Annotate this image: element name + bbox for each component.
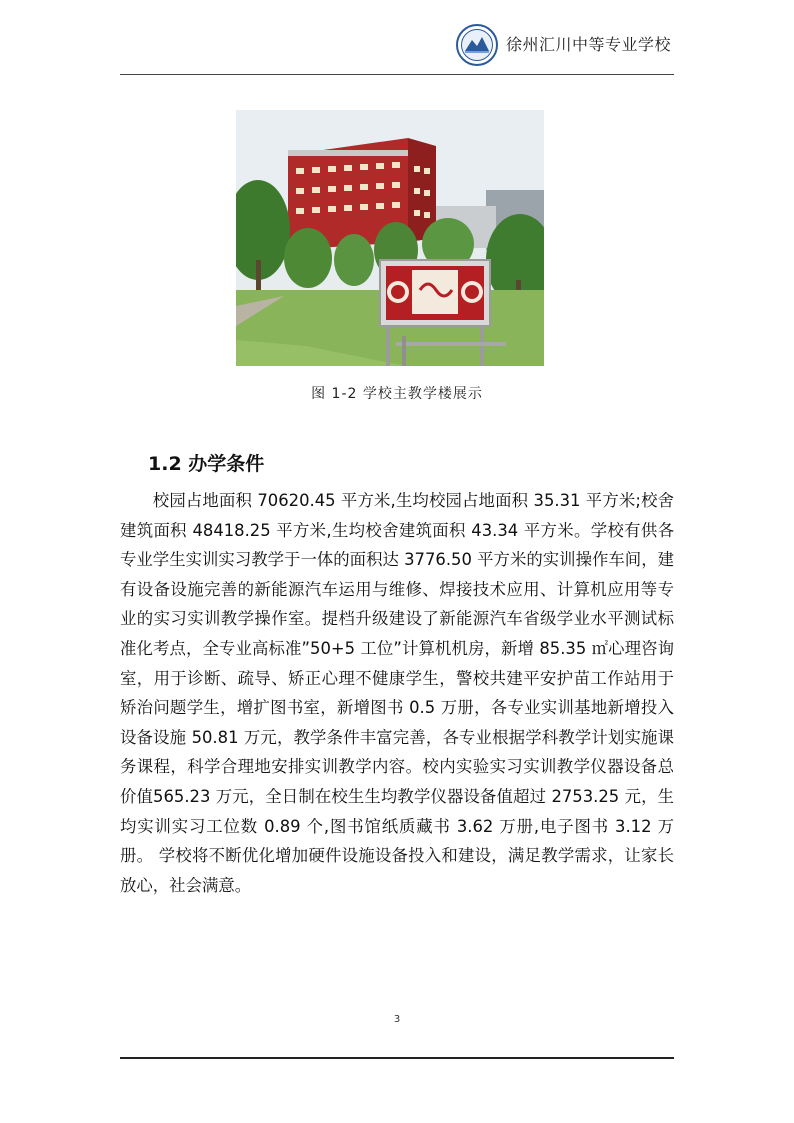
section-paragraph: 校园占地面积 70620.45 平方米,生均校园占地面积 35.31 平方米;校舍建筑面积 48418.25 平方米,生均校舍建筑面积 43.34 平方米。学校有供各专业学生实训实习教学于一体的面积达 3776.50 平方米的实训操作车间，建有设备设施完善的新能源汽车运用与维修、焊接技术应用、计算机应用等专业的实习实训教学操作室。提档升级建设了新能源汽车省级学业水平测试标准化考点，全专业高标准”50+5 工位”计算机机房，新增 85.35 ㎡心理咨询室，用于诊断、疏导、矫正心理不健康学生，警校共建平安护苗工作站用于矫治问题学生，增扩图书室，新增图书 0.5 万册，各专业实训基地新增投入设备设施 50.81 万元，教学条件丰富完善，各专业根据学科教学计划实施课务课程，科学合理地安排实训教学内容。校内实验实习实训教学仪器设备总价值565.23 万元，全日制在校生生均教学仪器设备值超过 2753.25 元，生均实训实习工位数 0.89 个,图书馆纸质藏书 3.62 万册,电子图书 3.12 万册。 学校将不断优化增加硬件设施设备投入和建设，满足教学需求，让家长放心，社会满意。 [120,491,674,895]
footer-divider [120,1057,674,1059]
school-name: 徐州汇川中等专业学校 [506,35,672,54]
figure-caption: 图 1-2 学校主教学楼展示 [311,386,483,402]
section-heading: 1.2 办学条件 [148,453,265,475]
school-logo-icon [456,24,498,66]
header-divider [120,74,674,75]
main-teaching-building-photo [236,110,544,366]
page-number: 3 [393,1014,401,1025]
page-header [0,0,794,80]
